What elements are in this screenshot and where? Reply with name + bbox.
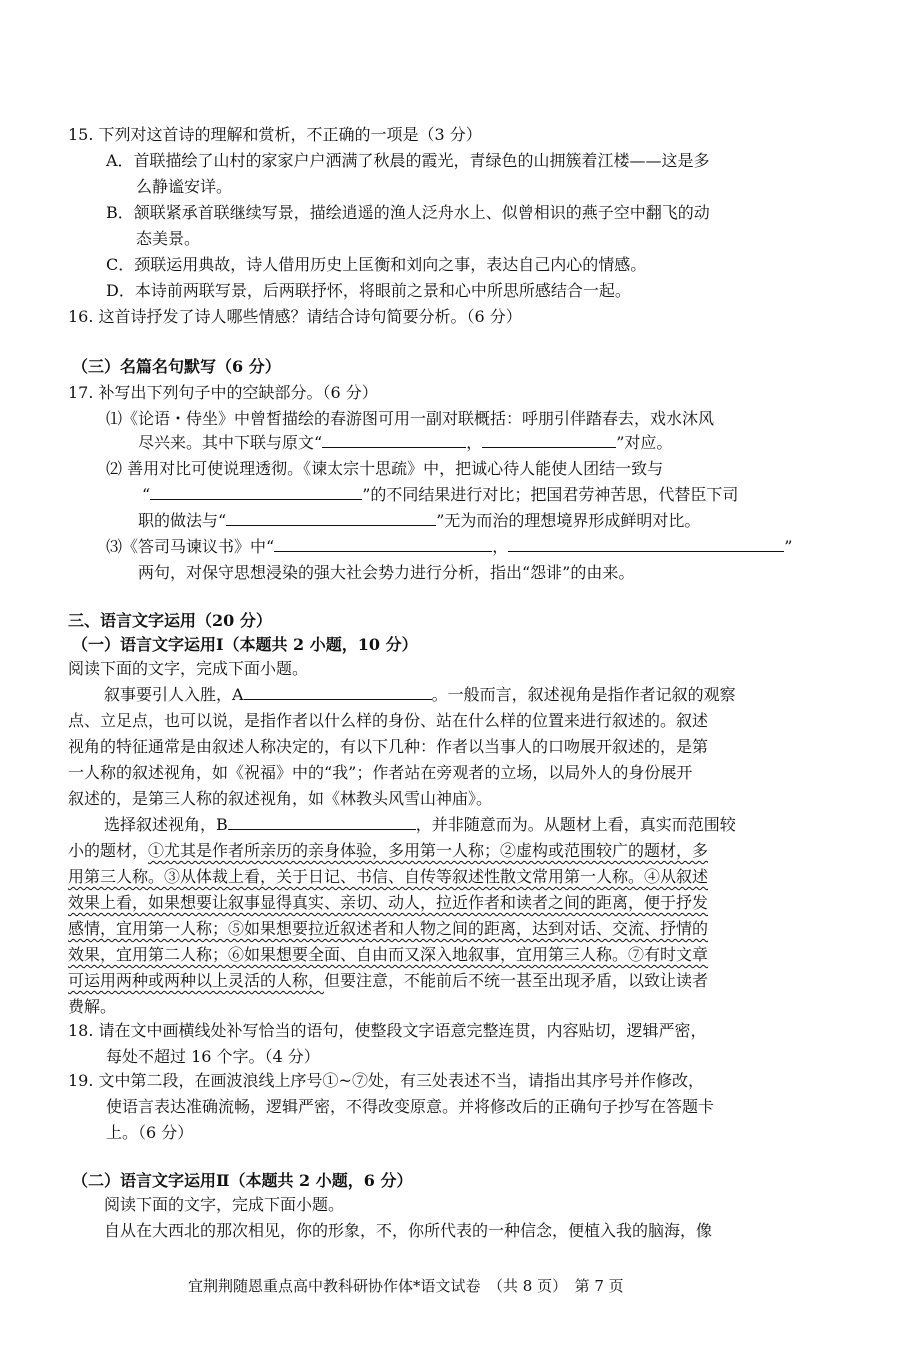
passage2-line1: 自从在大西北的那次相见，你的形象，不，你所代表的一种信念，便植入我的脑海，像	[104, 1221, 713, 1240]
q17-blank-4[interactable]	[226, 510, 436, 526]
q17-blank-6[interactable]	[508, 536, 784, 552]
q18-line1: 18. 请在文中画横线处补写恰当的语句，使整段文字语意完整连贯，内容贴切，逻辑严密，	[68, 1021, 707, 1040]
q17-part2-line2	[142, 484, 738, 506]
q15-option-a-line2: 么静谧安详。	[136, 177, 233, 196]
page-footer: 宜荆荆随恩重点高中教科研协作体*语文试卷 （共 8 页） 第 7 页	[188, 1277, 624, 1295]
q17-part2-line3	[138, 510, 700, 532]
q17-part2-text-pre2: 职的做法与“	[138, 511, 227, 530]
q17-part2-text-post: ”的不同结果进行对比；把国君劳神苦思，代替臣下司	[362, 485, 739, 504]
q17-part3-text-mid: ，	[492, 537, 509, 556]
passage1-para2-text-pre: 选择叙述视角，B	[104, 815, 228, 834]
q17-part1-text-pre: 尽兴来。其中下联与原文“	[138, 433, 323, 452]
reading-instruction-1: 阅读下面的文字，完成下面小题。	[68, 659, 309, 678]
passage1-para2-line8: 费解。	[68, 997, 117, 1016]
q15-option-b-line2: 态美景。	[136, 229, 201, 248]
q17-blank-5[interactable]	[274, 536, 492, 552]
passage1-para2-line7	[68, 970, 708, 992]
subsection-heading-2: （二）语言文字运用Ⅱ（本题共 2 小题，6 分）	[72, 1171, 413, 1190]
section-heading-famous-sentences: （三）名篇名句默写（6 分）	[72, 357, 281, 376]
passage1-para1-line5: 叙述的，是第三人称的叙述视角，如《林教头风雪山神庙》。	[68, 789, 493, 808]
passage1-para2-line3: 用第三人称。③从体裁上看，关于日记、书信、自传等叙述性散文常用第一人称。④从叙述	[68, 867, 709, 886]
q15-option-b-line1: B．颔联紧承首联继续写景，描绘逍遥的渔人泛舟水上、似曾相识的燕子空中翻飞的动	[106, 203, 710, 222]
passage1-para2-line5: 感情，宜用第一人称；⑤如果想要拉近叙述者和人物之间的距离，达到对话、交流、抒情的	[68, 919, 709, 938]
q16-stem: 16. 这首诗抒发了诗人哪些情感？请结合诗句简要分析。（6 分）	[68, 307, 522, 326]
q17-blank-1[interactable]	[322, 432, 466, 448]
q17-part1-text-post: ”对应。	[616, 433, 673, 452]
q15-option-d: D．本诗前两联写景，后两联抒怀，将眼前之景和心中所思所感结合一起。	[106, 281, 631, 300]
passage1-text-post: 。一般而言，叙述视角是指作者记叙的观察	[431, 685, 736, 704]
q17-blank-3[interactable]	[150, 484, 362, 500]
q17-blank-2[interactable]	[482, 432, 616, 448]
wavy-underlined-text: ①尤其是作者所亲历的亲身体验，多用第一人称；②虚构或范围较广的题材，多	[148, 841, 709, 860]
q19-line3: 上。（6 分）	[106, 1123, 194, 1142]
passage1-para2-line2-pre: 小的题材，	[68, 841, 149, 860]
subsection-heading-1: （一）语言文字运用Ⅰ（本题共 2 小题，10 分）	[72, 635, 418, 654]
q17-part2-line1: ⑵ 善用对比可使说理透彻。《谏太宗十思疏》中，把诚心待人能使人团结一致与	[106, 459, 664, 478]
q17-part1-line1: ⑴《论语・侍坐》中曾皙描绘的春游图可用一副对联概括：呼朋引伴踏春去，戏水沐风	[106, 409, 715, 428]
q17-part3-text-pre: ⑶《答司马谏议书》中“	[106, 537, 275, 556]
wavy-underlined-text-end: 可运用两种或两种以上灵活的人称，	[68, 971, 325, 990]
passage1-para1-line2: 点、立足点，也可以说，是指作者以什么样的身份、站在什么样的位置来进行叙述的。叙述	[68, 711, 709, 730]
q15-stem: 15. 下列对这首诗的理解和赏析，不正确的一项是（3 分）	[68, 125, 482, 144]
q17-stem: 17. 补写出下列句子中的空缺部分。（6 分）	[68, 383, 378, 402]
passage1-para2-line1	[104, 814, 736, 836]
q15-option-a-line1: A．首联描绘了山村的家家户户洒满了秋晨的霞光，青绿色的山拥簇着江楼——这是多	[106, 151, 710, 170]
q18-line2: 每处不超过 16 个字。（4 分）	[106, 1047, 320, 1066]
passage-blank-a[interactable]	[244, 684, 432, 700]
passage1-para2-line7-post: 但要注意，不能前后不统一甚至出现矛盾，以致让读者	[324, 971, 709, 990]
passage1-para2-line2	[68, 840, 708, 862]
q17-part3-text-post: ”	[784, 537, 793, 556]
q19-line2: 使语言表达准确流畅，逻辑严密，不得改变原意。并将修改后的正确句子抄写在答题卡	[106, 1097, 715, 1116]
q17-part1-text-mid: ，	[466, 433, 483, 452]
passage1-para1-line1	[104, 684, 736, 706]
passage1-para2-line4: 效果上看，如果想要让叙事显得真实、亲切、动人，拉近作者和读者之间的距离，便于抒发	[68, 893, 709, 912]
part-heading-language-use: 三、语言文字运用（20 分）	[68, 611, 272, 630]
q17-part2-text-post2: ”无为而治的理想境界形成鲜明对比。	[436, 511, 701, 530]
passage-blank-b[interactable]	[228, 814, 416, 830]
q17-part2-text-pre: “	[142, 485, 151, 504]
reading-instruction-2: 阅读下面的文字，完成下面小题。	[104, 1195, 345, 1214]
passage1-para1-line3: 视角的特征通常是由叙述人称决定的，有以下几种：作者以当事人的口吻展开叙述的，是第	[68, 737, 709, 756]
passage1-para1-line4: 一人称的叙述视角，如《祝福》中的“我”；作者站在旁观者的立场，以局外人的身份展开	[68, 763, 693, 782]
passage1-text-pre: 叙事要引人入胜，A	[104, 685, 244, 704]
passage1-para2-text-post: ，并非随意而为。从题材上看，真实而范围较	[415, 815, 736, 834]
q17-part3-line1	[106, 536, 792, 558]
q17-part1-line2	[138, 432, 672, 454]
q15-option-c: C．颈联运用典故，诗人借用历史上匡衡和刘向之事，表达自己内心的情感。	[106, 255, 647, 274]
passage1-para2-line6: 效果，宜用第二人称；⑥如果想要全面、自由而又深入地叙事，宜用第三人称。⑦有时文章	[68, 945, 709, 964]
q19-line1: 19. 文中第二段，在画波浪线上序号①~⑦处，有三处表述不当，请指出其序号并作修改，	[68, 1071, 704, 1090]
q17-part3-line2: 两句，对保守思想浸染的强大社会势力进行分析，指出“怨诽”的由来。	[138, 563, 635, 582]
